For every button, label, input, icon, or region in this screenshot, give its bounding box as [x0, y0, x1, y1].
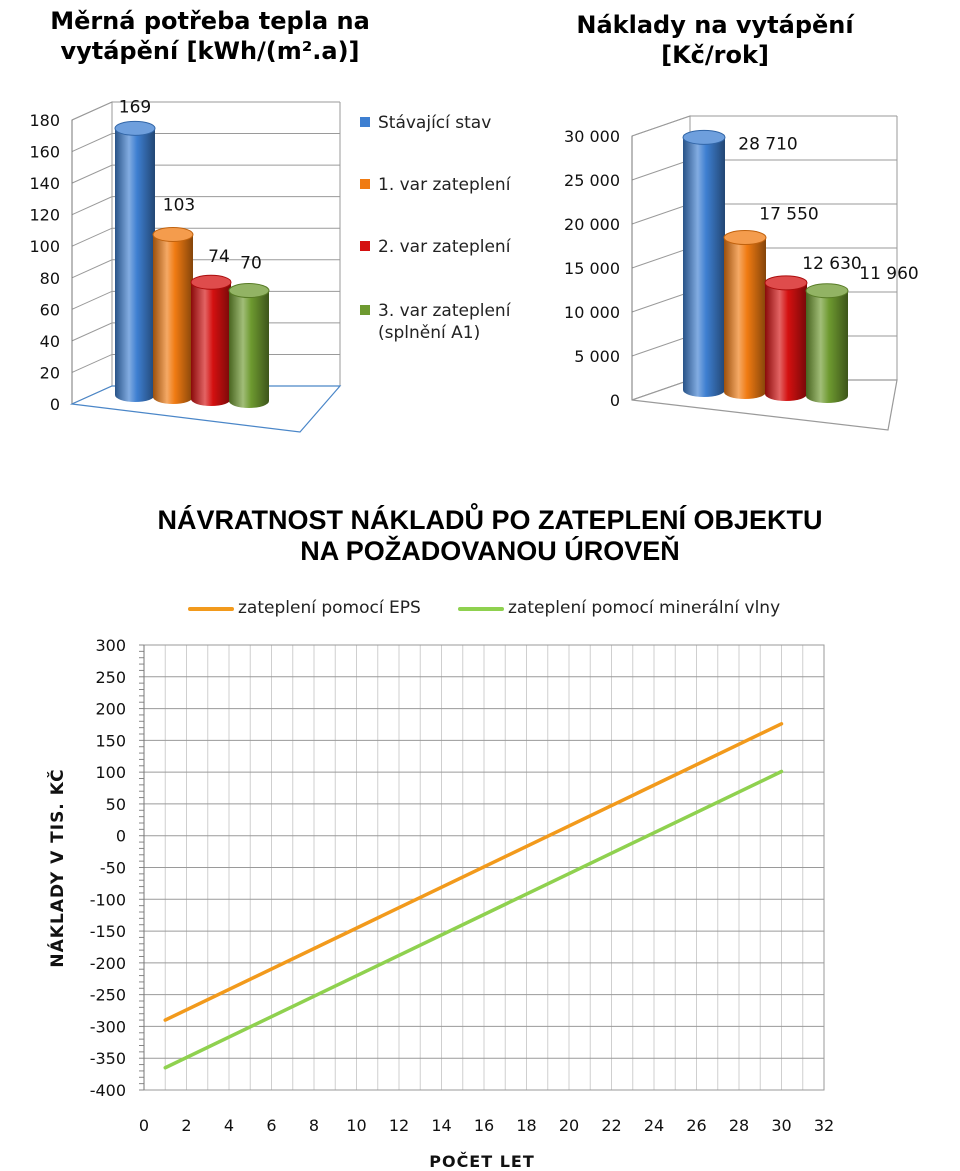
legend-item-var3: [356, 300, 510, 344]
heat-demand-y-tick-label: 160: [29, 142, 60, 162]
x-tick-label: 8: [308, 1116, 320, 1135]
heating-costs-y-tick-label: 20 000: [564, 215, 620, 234]
y-tick-label: -50: [99, 858, 126, 878]
heating-costs-data-label: 17 550: [759, 204, 819, 225]
heat-demand-y-tick-label: 100: [29, 237, 60, 257]
heat-demand-y-tick-label: 20: [39, 363, 60, 383]
x-tick-label: 32: [813, 1116, 835, 1135]
heating-costs-bar-body: [806, 291, 848, 403]
heat-demand-data-label: 169: [118, 97, 152, 118]
legend-line-eps: [188, 607, 234, 611]
heating-costs-data-label: 28 710: [738, 134, 798, 155]
x-tick-label: 2: [181, 1116, 192, 1135]
legend-label-var2: 2. var zateplení: [378, 237, 511, 257]
heat-demand-bar: [229, 284, 269, 408]
x-axis-title: POČET LET: [429, 1152, 535, 1171]
legend-label-eps: zateplení pomocí EPS: [238, 598, 421, 618]
legend-item-var1: [356, 174, 510, 196]
y-tick-label: 0: [115, 826, 126, 846]
legend-item-current: [356, 112, 491, 134]
heat-demand-title-line2: vytápění [kWh/(m².a)]: [60, 37, 360, 65]
heating-costs-bar: [806, 284, 848, 403]
heat-demand-bar-top: [191, 275, 231, 289]
heating-costs-bar-body: [683, 137, 725, 397]
legend-swatch-current: [360, 117, 370, 127]
heat-demand-y-tick-label: 180: [29, 111, 60, 130]
legend-swatch-var2: [360, 241, 370, 251]
heating-costs-y-tick-label: 0: [609, 391, 620, 410]
heating-costs-title-line1: Náklady na vytápění: [576, 11, 854, 39]
y-axis-title: NÁKLADY V TIS. KČ: [48, 768, 68, 968]
x-tick-label: 14: [431, 1116, 452, 1135]
heat-demand-y-tick-label: 60: [39, 300, 60, 320]
y-tick-label: -150: [89, 922, 126, 942]
legend-label-var3: 3. var zateplení: [378, 301, 511, 321]
heat-demand-y-tick-label: 0: [49, 395, 60, 414]
heat-demand-y-tick-label: 120: [29, 205, 60, 225]
heat-demand-y-tick-label: 80: [39, 268, 60, 288]
heating-costs-y-tick-label: 15 000: [564, 259, 620, 278]
heat-demand-y-tick-label: 40: [39, 331, 60, 351]
heating-costs-data-label: 11 960: [859, 263, 919, 284]
x-tick-label: 28: [728, 1116, 750, 1135]
y-tick-label: -350: [89, 1049, 126, 1069]
heating-costs-y-tick-label: 30 000: [564, 127, 620, 146]
legend-swatch-var3: [360, 305, 370, 315]
heating-costs-y-tick-label: 5 000: [574, 347, 620, 366]
x-tick-label: 4: [223, 1116, 235, 1135]
heat-demand-bar-body: [153, 234, 193, 404]
heat-demand-bar-body: [115, 128, 155, 402]
x-tick-label: 6: [266, 1116, 277, 1135]
heat-demand-side-wall: [72, 102, 112, 404]
line-legend: [180, 597, 820, 621]
heat-demand-data-label: 74: [208, 247, 230, 268]
y-tick-label: -300: [89, 1017, 126, 1037]
legend-label-var1: 1. var zateplení: [378, 175, 511, 195]
heating-costs-title-line2: [Kč/rok]: [661, 41, 769, 69]
x-tick-label: 26: [686, 1116, 707, 1135]
legend-line-mineral-wool: [458, 607, 504, 611]
heat-demand-data-label: 70: [240, 253, 262, 274]
heat-demand-bar-body: [229, 291, 269, 408]
y-tick-label: -250: [89, 985, 126, 1005]
legend-item-mineral-wool: [458, 597, 780, 619]
heat-demand-bar-top: [229, 284, 269, 298]
x-tick-label: 22: [601, 1116, 622, 1135]
heating-costs-bar: [724, 231, 766, 399]
y-tick-label: 150: [95, 731, 126, 751]
y-tick-label: -100: [89, 890, 126, 910]
heating-costs-bar-body: [724, 238, 766, 399]
legend-label-current: Stávající stav: [378, 113, 492, 133]
heating-costs-data-label: 12 630: [802, 253, 862, 274]
x-tick-label: 18: [516, 1116, 537, 1135]
y-tick-label: 200: [95, 699, 126, 719]
x-tick-label: 12: [388, 1116, 410, 1135]
payback-title-line2: NA POŽADOVANOU ÚROVEŇ: [300, 536, 680, 567]
y-tick-label: 50: [105, 794, 126, 814]
heating-costs-bar-top: [724, 231, 766, 245]
heating-costs-y-tick-label: 10 000: [564, 303, 620, 322]
y-tick-label: -200: [89, 953, 126, 973]
x-tick-label: 24: [643, 1116, 665, 1135]
heating-costs-bar: [765, 276, 807, 401]
legend-label-var3-note: (splnění A1): [378, 323, 481, 343]
heating-costs-bar-top: [806, 284, 848, 298]
legend-item-eps: [188, 597, 421, 619]
heat-demand-bar-top: [115, 121, 155, 135]
heating-costs-y-tick-label: 25 000: [564, 171, 620, 190]
heating-costs-bar-top: [683, 130, 725, 144]
x-tick-label: 10: [346, 1116, 367, 1135]
heat-demand-y-tick-label: 140: [29, 174, 60, 194]
x-tick-label: 16: [473, 1116, 495, 1135]
heat-demand-bar: [153, 227, 193, 404]
heat-demand-bar-body: [191, 282, 231, 406]
legend-label-mineral-wool: zateplení pomocí minerální vlny: [508, 598, 781, 618]
heat-demand-bar: [191, 275, 231, 406]
payback-title-line1: NÁVRATNOST NÁKLADŮ PO ZATEPLENÍ OBJEKTU: [157, 505, 823, 535]
heat-demand-title-line1: Měrná potřeba tepla na: [50, 7, 370, 35]
x-tick-label: 30: [771, 1116, 792, 1135]
heating-costs-bar: [683, 130, 725, 397]
heating-costs-bar-top: [765, 276, 807, 290]
legend-swatch-var1: [360, 179, 370, 189]
legend-item-var2: [356, 236, 510, 258]
heating-costs-bar-body: [765, 283, 807, 401]
x-tick-label: 20: [558, 1116, 580, 1135]
heat-demand-bar-top: [153, 227, 193, 241]
y-tick-label: 300: [95, 636, 126, 655]
y-tick-label: 250: [95, 667, 126, 687]
heat-demand-bar: [115, 121, 155, 402]
heat-demand-data-label: 103: [162, 195, 196, 216]
y-tick-label: -400: [89, 1081, 126, 1100]
x-tick-label: 0: [138, 1116, 150, 1135]
y-tick-label: 100: [95, 763, 126, 783]
